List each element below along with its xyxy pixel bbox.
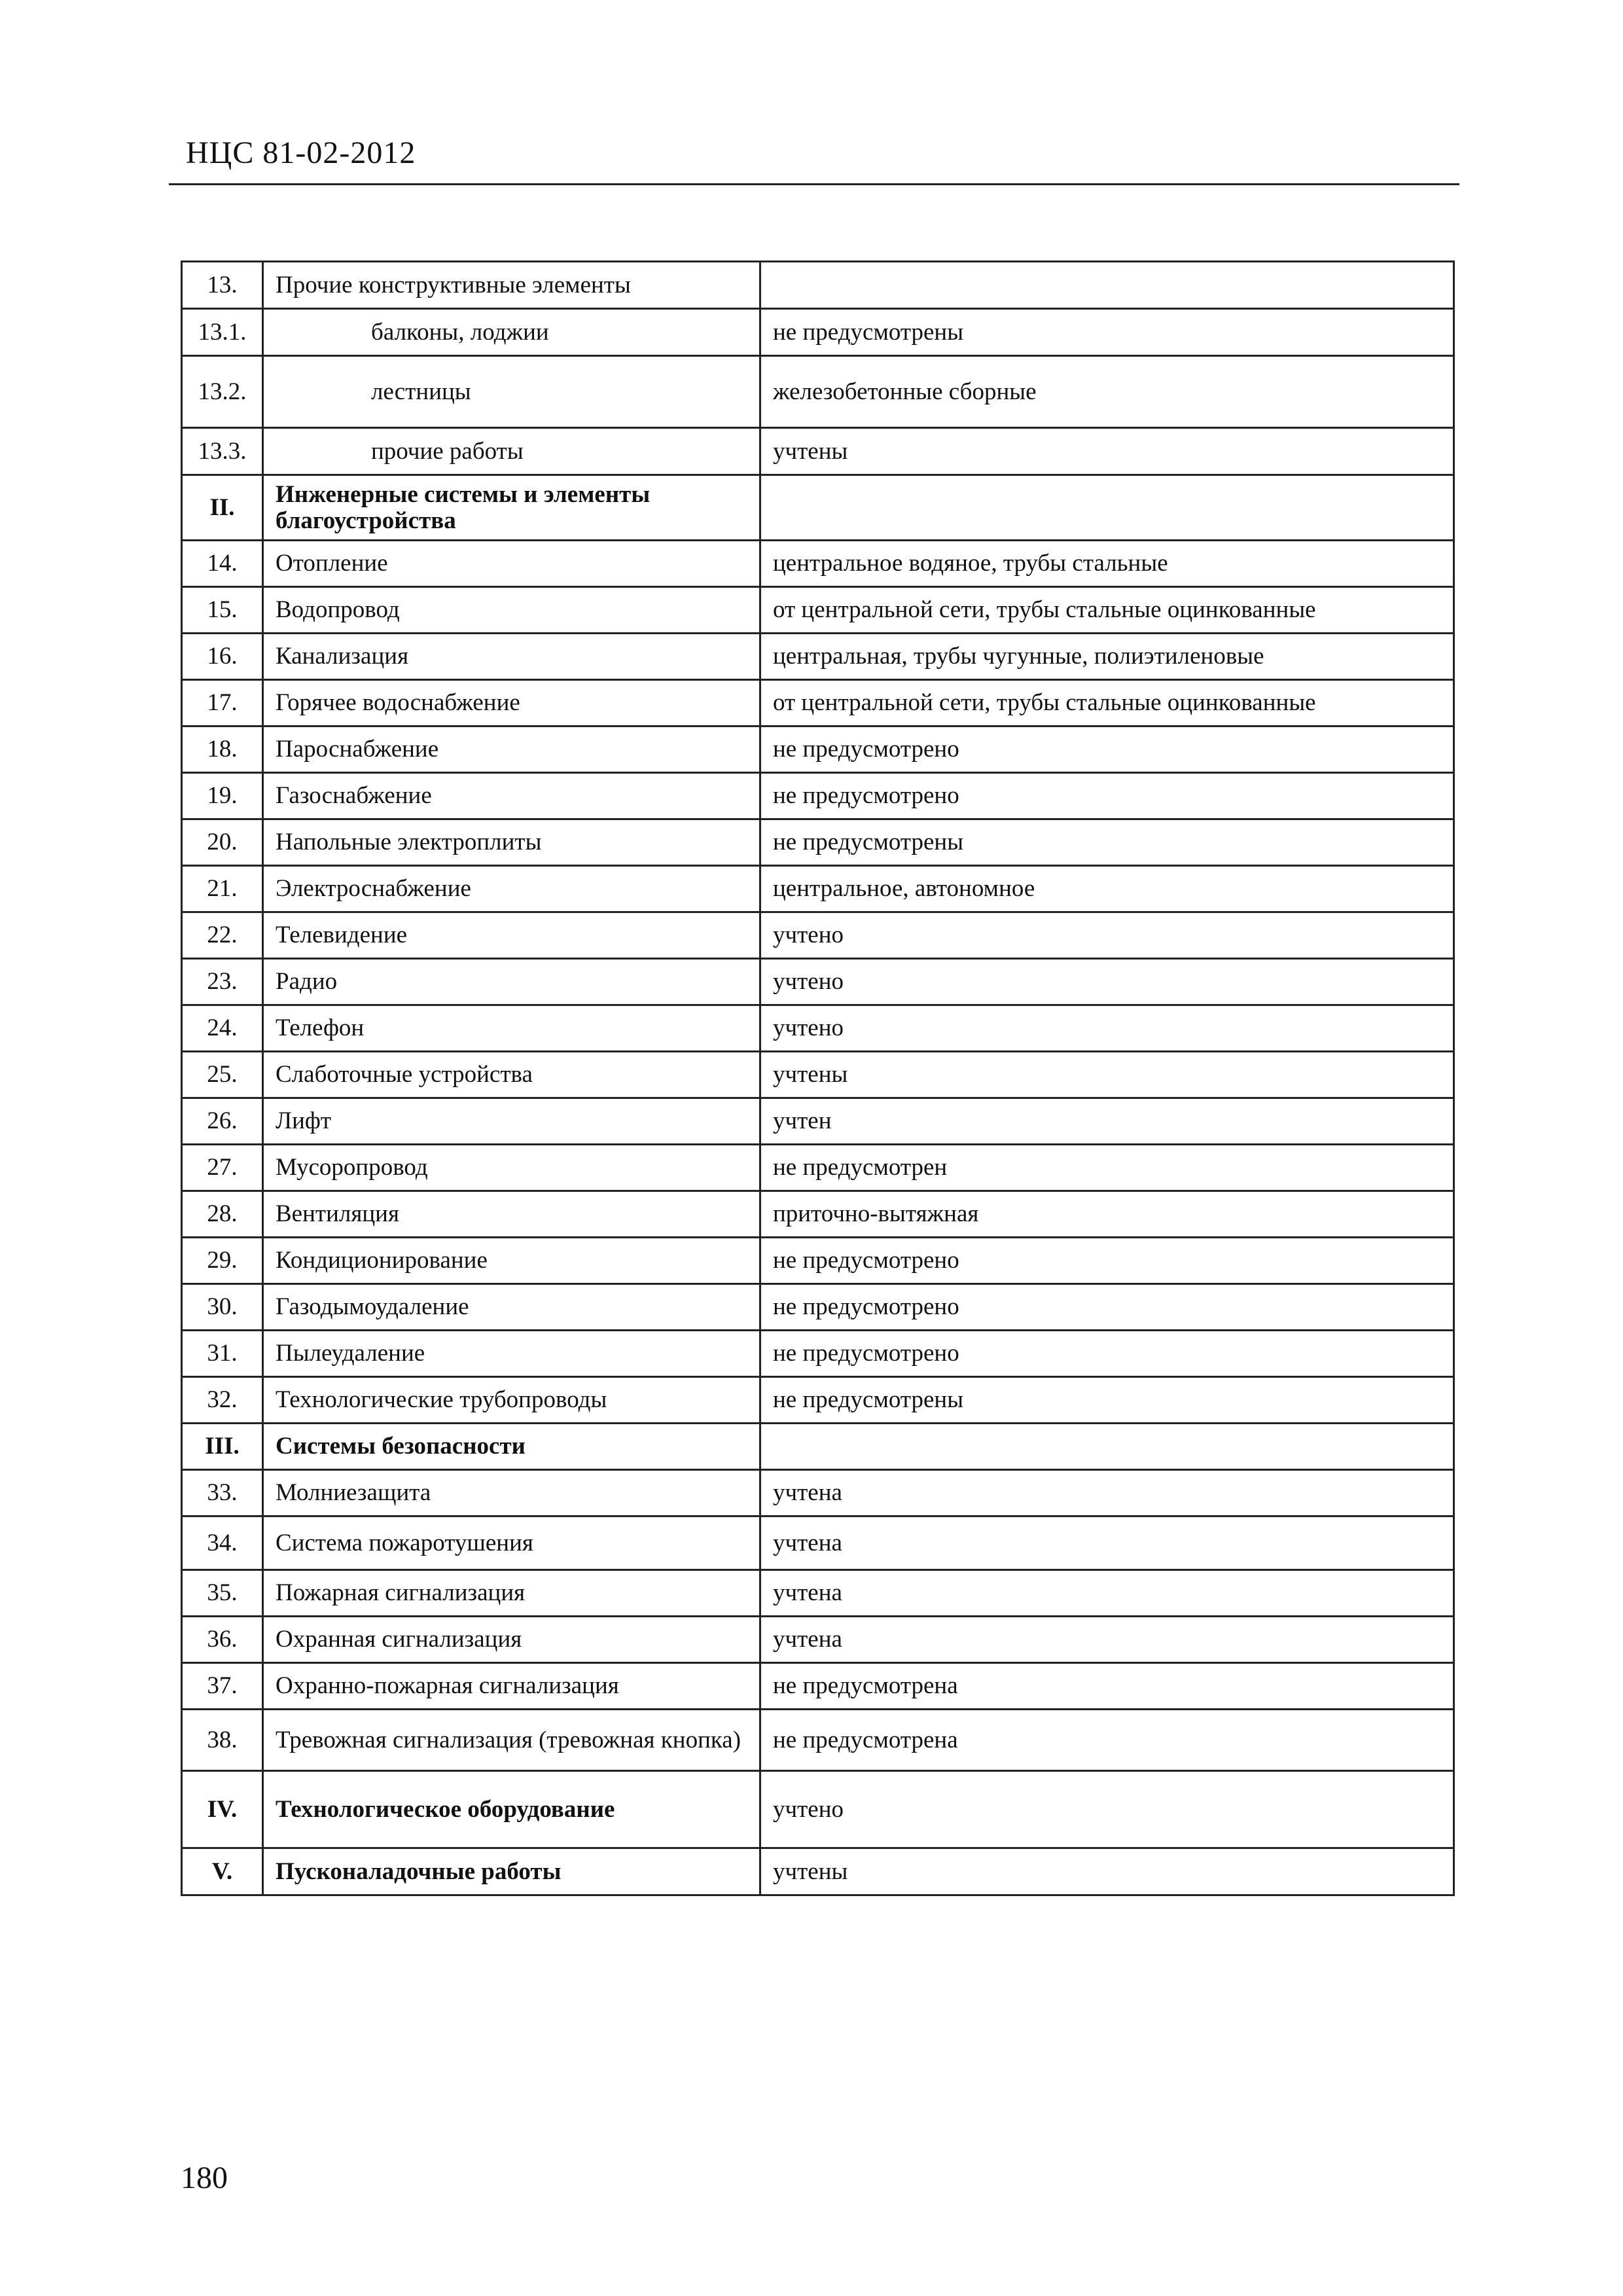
row-number: 24. <box>182 1005 263 1052</box>
header-divider <box>169 183 1459 185</box>
table-row <box>182 587 1454 634</box>
row-number: 22. <box>182 912 263 959</box>
section-number: V. <box>182 1848 263 1895</box>
table-row <box>182 1005 1454 1052</box>
row-number: 18. <box>182 726 263 773</box>
row-item-value: не предусмотрено <box>760 1238 1454 1284</box>
table-row <box>182 1663 1454 1710</box>
row-number: 36. <box>182 1617 263 1663</box>
row-number: 34. <box>182 1516 263 1570</box>
row-number: 13.1. <box>182 309 263 356</box>
row-number: 13.3. <box>182 428 263 475</box>
row-item-name: Отопление <box>263 541 760 587</box>
row-item-name: Прочие конструктивные элементы <box>263 262 760 309</box>
row-number: 17. <box>182 680 263 726</box>
table-row <box>182 356 1454 428</box>
row-item-value <box>760 1424 1454 1470</box>
table-row <box>182 959 1454 1005</box>
row-item-name: Газоснабжение <box>263 773 760 819</box>
row-item-value: учтена <box>760 1470 1454 1516</box>
table-row <box>182 1470 1454 1516</box>
row-number: 32. <box>182 1377 263 1424</box>
table-row <box>182 819 1454 866</box>
row-item-value: не предусмотрено <box>760 773 1454 819</box>
row-number: 13. <box>182 262 263 309</box>
table-row <box>182 726 1454 773</box>
table-row <box>182 1145 1454 1191</box>
table-row <box>182 541 1454 587</box>
row-item-name: Лифт <box>263 1098 760 1145</box>
row-number: 25. <box>182 1052 263 1098</box>
table-row <box>182 1570 1454 1617</box>
row-item-value: не предусмотрено <box>760 1331 1454 1377</box>
table-row <box>182 1710 1454 1771</box>
table-row <box>182 1617 1454 1663</box>
row-item-value: не предусмотрен <box>760 1145 1454 1191</box>
row-item-value: не предусмотрено <box>760 726 1454 773</box>
page-number: 180 <box>181 2161 228 2195</box>
row-number: 15. <box>182 587 263 634</box>
row-number: 33. <box>182 1470 263 1516</box>
row-item-value: не предусмотрены <box>760 309 1454 356</box>
table-row <box>182 1516 1454 1570</box>
row-number: 26. <box>182 1098 263 1145</box>
row-number: 14. <box>182 541 263 587</box>
row-item-name: балконы, лоджии <box>263 309 760 356</box>
row-item-value: не предусмотрены <box>760 819 1454 866</box>
row-item-value: от центральной сети, трубы стальные оцинкованные <box>760 587 1454 634</box>
row-item-name: Кондиционирование <box>263 1238 760 1284</box>
row-item-name: Напольные электроплиты <box>263 819 760 866</box>
table-row <box>182 1191 1454 1238</box>
table-row <box>182 912 1454 959</box>
table-row <box>182 773 1454 819</box>
row-item-name: Пылеудаление <box>263 1331 760 1377</box>
row-item-name: Система пожаротушения <box>263 1516 760 1570</box>
row-item-value: не предусмотрены <box>760 1377 1454 1424</box>
row-item-value: центральная, трубы чугунные, полиэтиленовые <box>760 634 1454 680</box>
table-row <box>182 262 1454 309</box>
row-item-name: Электроснабжение <box>263 866 760 912</box>
row-item-value: учтены <box>760 1052 1454 1098</box>
section-number: IV. <box>182 1771 263 1848</box>
row-item-value: учтена <box>760 1570 1454 1617</box>
row-item-name: Пароснабжение <box>263 726 760 773</box>
row-item-name: Охранно-пожарная сигнализация <box>263 1663 760 1710</box>
row-item-value: не предусмотрено <box>760 1284 1454 1331</box>
row-item-value: приточно-вытяжная <box>760 1191 1454 1238</box>
row-item-name: Газодымоудаление <box>263 1284 760 1331</box>
row-number: 27. <box>182 1145 263 1191</box>
row-item-value: не предусмотрена <box>760 1710 1454 1771</box>
table-row <box>182 1238 1454 1284</box>
row-item-value: учтены <box>760 428 1454 475</box>
row-item-name: Телефон <box>263 1005 760 1052</box>
row-number: 37. <box>182 1663 263 1710</box>
section-title: Системы безопасности <box>263 1424 760 1470</box>
row-item-value: учтено <box>760 1771 1454 1848</box>
row-item-name: Мусоропровод <box>263 1145 760 1191</box>
row-item-name: прочие работы <box>263 428 760 475</box>
table-row <box>182 1284 1454 1331</box>
row-item-name: Молниезащита <box>263 1470 760 1516</box>
row-item-name: Водопровод <box>263 587 760 634</box>
row-item-value: учтено <box>760 912 1454 959</box>
row-number: 38. <box>182 1710 263 1771</box>
table-row <box>182 1098 1454 1145</box>
section-row <box>182 1424 1454 1470</box>
row-number: 23. <box>182 959 263 1005</box>
row-item-name: Слаботочные устройства <box>263 1052 760 1098</box>
row-item-value: учтена <box>760 1617 1454 1663</box>
row-item-value: центральное, автономное <box>760 866 1454 912</box>
row-item-value <box>760 262 1454 309</box>
row-item-name: Вентиляция <box>263 1191 760 1238</box>
row-item-value: учтены <box>760 1848 1454 1895</box>
row-number: 20. <box>182 819 263 866</box>
table-row <box>182 309 1454 356</box>
row-number: 21. <box>182 866 263 912</box>
section-row <box>182 475 1454 541</box>
row-number: 28. <box>182 1191 263 1238</box>
row-number: 19. <box>182 773 263 819</box>
section-title: Инженерные системы и элементы благоустройства <box>263 475 760 541</box>
specification-table <box>181 260 1455 1896</box>
section-title: Технологическое оборудование <box>263 1771 760 1848</box>
row-item-value: учтена <box>760 1516 1454 1570</box>
table-row <box>182 1052 1454 1098</box>
row-item-name: Пожарная сигнализация <box>263 1570 760 1617</box>
row-item-value: учтен <box>760 1098 1454 1145</box>
table-row <box>182 428 1454 475</box>
section-number: II. <box>182 475 263 541</box>
row-item-name: Канализация <box>263 634 760 680</box>
table-row <box>182 634 1454 680</box>
row-item-value: железобетонные сборные <box>760 356 1454 428</box>
table-row <box>182 866 1454 912</box>
row-number: 30. <box>182 1284 263 1331</box>
table-row <box>182 1331 1454 1377</box>
row-item-name: лестницы <box>263 356 760 428</box>
row-number: 16. <box>182 634 263 680</box>
row-item-value <box>760 475 1454 541</box>
row-item-value: от центральной сети, трубы стальные оцинкованные <box>760 680 1454 726</box>
row-item-value: учтено <box>760 959 1454 1005</box>
table-row <box>182 680 1454 726</box>
row-item-name: Тревожная сигнализация (тревожная кнопка) <box>263 1710 760 1771</box>
row-item-name: Радио <box>263 959 760 1005</box>
row-item-value: учтено <box>760 1005 1454 1052</box>
row-item-name: Телевидение <box>263 912 760 959</box>
row-item-name: Технологические трубопроводы <box>263 1377 760 1424</box>
row-number: 13.2. <box>182 356 263 428</box>
row-number: 29. <box>182 1238 263 1284</box>
row-item-value: центральное водяное, трубы стальные <box>760 541 1454 587</box>
section-title: Пусконаладочные работы <box>263 1848 760 1895</box>
row-item-name: Горячее водоснабжение <box>263 680 760 726</box>
section-row <box>182 1771 1454 1848</box>
table-row <box>182 1377 1454 1424</box>
row-item-name: Охранная сигнализация <box>263 1617 760 1663</box>
row-number: 35. <box>182 1570 263 1617</box>
row-number: 31. <box>182 1331 263 1377</box>
document-header-title: НЦС 81-02-2012 <box>186 135 416 170</box>
row-item-value: не предусмотрена <box>760 1663 1454 1710</box>
section-row <box>182 1848 1454 1895</box>
section-number: III. <box>182 1424 263 1470</box>
